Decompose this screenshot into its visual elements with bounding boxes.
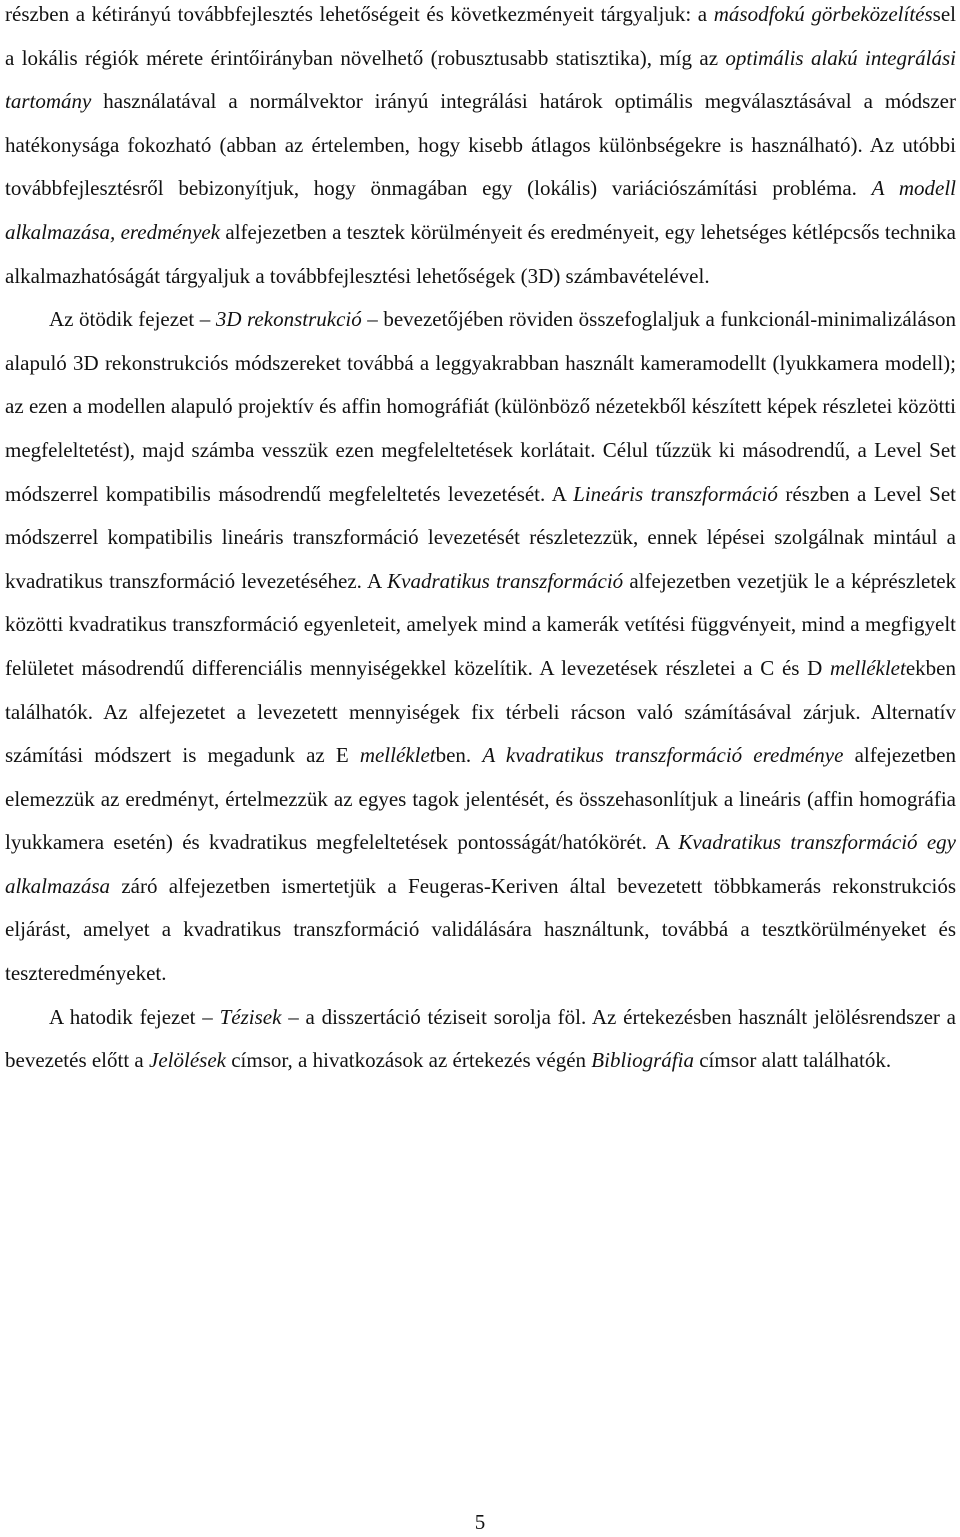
- paragraph-chapter4-summary-continued: [5, 0, 956, 298]
- page-number: 5: [474, 1510, 486, 1534]
- italic-text-run: Lineáris transzformáció: [573, 481, 778, 506]
- italic-text-run: Kvadratikus transzformáció egy alkalmazása: [5, 830, 956, 898]
- italic-text-run: Jelölések: [149, 1048, 226, 1073]
- text-run: Az ötödik fejezet –: [49, 307, 216, 332]
- italic-text-run: másodfokú görbeközelítés: [713, 2, 933, 26]
- text-run: használatával a normálvektor irányú integrálási határok optimális megválasztásával a módszer hatékonysága fokozható (abban az értelemben, hogy kisebb átlagos különbségekre is használható). Az utóbbi továbbfejlesztésről bebizonyítjuk, hogy önmagában egy (lokális) variációszámítási probléma.: [5, 89, 956, 201]
- text-run: részben a kétirányú továbbfejlesztés lehetőségeit és következményeit tárgyaljuk: a: [5, 2, 714, 26]
- text-run: alfejezetben a tesztek körülményeit és eredményeit, egy lehetséges kétlépcsős technika alkalmazhatóságát tárgyaljuk a továbbfejlesztési lehetőségek (3D) számbavételével.: [5, 219, 956, 288]
- text-run: A hatodik fejezet –: [49, 1004, 220, 1029]
- text-run: – a disszertáció téziseit sorolja föl. Az értekezésben használt jelölésrendszer a bevezetés előtt a: [5, 1004, 956, 1073]
- text-run: sel a lokális régiók mérete érintőirányban növelhető (robusztusabb statisztika), míg az: [5, 2, 956, 70]
- text-run: záró alfejezetben ismertetjük a Feugeras-Keriven által bevezetett többkamerás rekonstrukciós eljárást, amelyet a kvadratikus transzformáció validálására használtunk, továbbá a tesztkörülményeket és teszteredményeket.: [5, 873, 956, 986]
- italic-text-run: 3D rekonstrukció: [215, 307, 362, 332]
- italic-text-run: melléklet: [359, 743, 436, 768]
- text-run: alfejezetben elemezzük az eredményt, értelmezzük az egyes tagok jelentését, és összehasonlítjuk a lineáris (affin homográfia lyukkamera esetén) és kvadratikus megfeleltetések pontosságát/hatókörét. A: [5, 743, 956, 855]
- italic-text-run: Kvadratikus transzformáció: [387, 568, 624, 593]
- document-body: [5, 0, 956, 1083]
- paragraph-chapter6-summary: [5, 996, 956, 1083]
- italic-text-run: Bibliográfia: [591, 1048, 694, 1073]
- text-run: ekben találhatók. Az alfejezetet a levezetett mennyiségek fix térbeli rácson való számításával zárjuk. Alternatív számítási módszert is megadunk az E: [5, 655, 956, 768]
- text-run: alfejezetben vezetjük le a képrészletek közötti kvadratikus transzformáció egyenleteit, amelyek mind a kamerák vetítési függvényeit, mind a megfigyelt felületet másodrendű differenciális mennyiségekkel közelítik. A levezetések részletei a C és D: [5, 568, 957, 680]
- italic-text-run: A kvadratikus transzformáció eredménye: [482, 743, 844, 768]
- text-run: címsor, a hivatkozások az értekezés végén: [225, 1048, 592, 1073]
- text-run: ben.: [435, 743, 483, 768]
- text-run: – bevezetőjében röviden összefoglaljuk a funkcionál-minimalizáláson alapuló 3D rekonstrukciós módszereket továbbá a leggyakrabban használt kameramodellt (lyukkamera modell); az ezen a modellen alapuló projektív és affin homográfiát (különböző nézetekből készített képek részletei közötti megfeleltetést), majd számba vesszük ezen megfeleltetések korlátait. Célul tűzzük ki másodrendű, a Level Set módszerrel kompatibilis másodrendű megfeleltetés levezetését. A: [5, 307, 957, 506]
- text-run: címsor alatt találhatók.: [693, 1048, 892, 1073]
- italic-text-run: melléklet: [830, 655, 906, 680]
- italic-text-run: A modell alkalmazása, eredmények: [5, 176, 956, 244]
- italic-text-run: optimális alakú integrálási tartomány: [5, 45, 956, 114]
- paragraph-chapter5-summary: [5, 298, 956, 996]
- italic-text-run: Tézisek: [219, 1004, 282, 1029]
- text-run: részben a Level Set módszerrel kompatibilis lineáris transzformáció levezetését részletezzük, ennek lépései szolgálnak mintául a kvadratikus transzformáció levezetéséhez. A: [5, 481, 956, 593]
